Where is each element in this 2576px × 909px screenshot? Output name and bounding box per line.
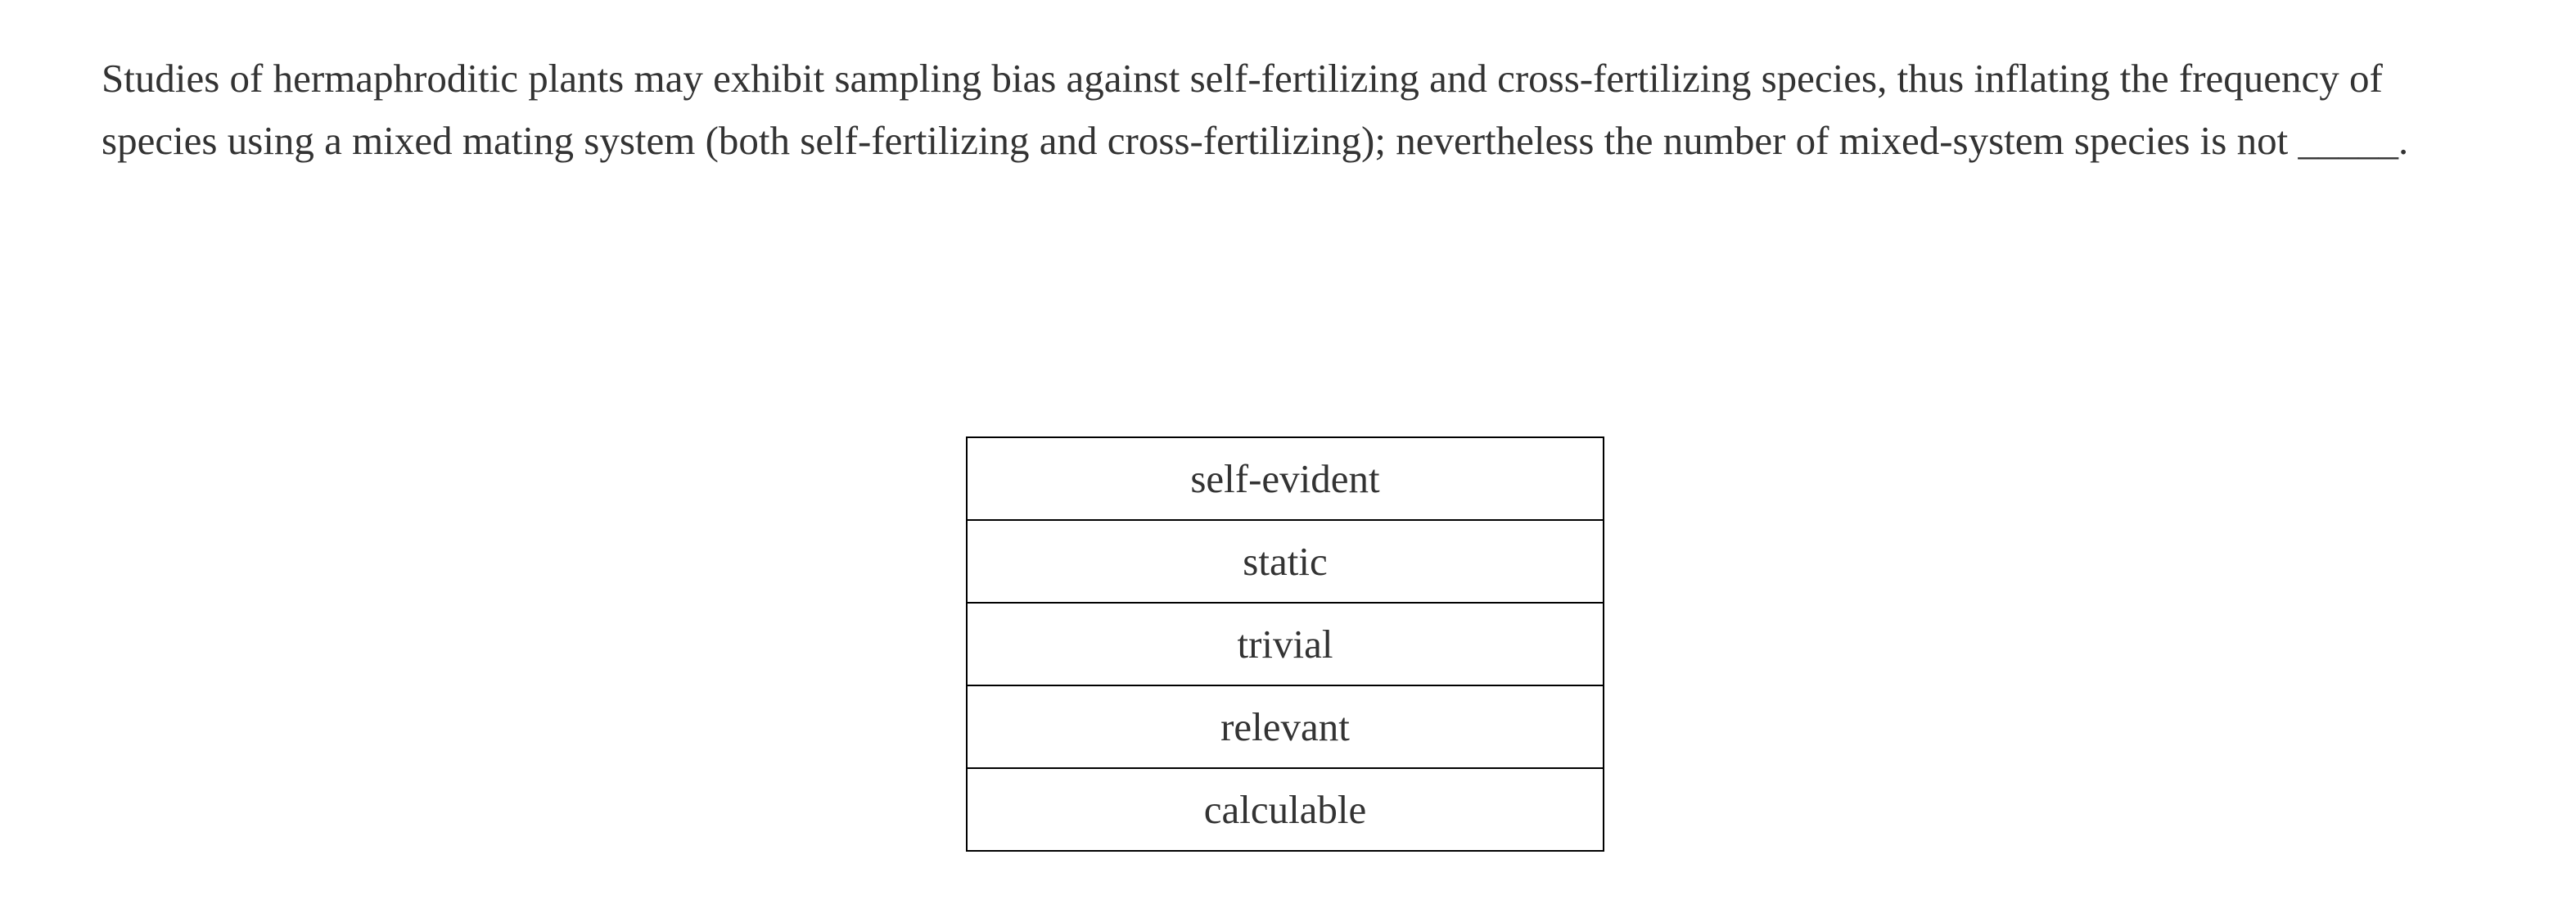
option-row[interactable] bbox=[967, 520, 1604, 603]
option-row[interactable] bbox=[967, 768, 1604, 851]
option-row[interactable] bbox=[967, 603, 1604, 685]
option-trivial[interactable]: trivial bbox=[967, 603, 1604, 685]
question-text: Studies of hermaphroditic plants may exhibit sampling bias against self-fertilizing and cross-fertilizing species, thus inflating the frequency of species using a mixed mating system (both self-fertilizing and cross-fertilizing); nevertheless the number of mixed-system species is not _____. bbox=[102, 56, 2409, 163]
option-static[interactable]: static bbox=[967, 520, 1604, 603]
option-row[interactable] bbox=[967, 437, 1604, 520]
option-row[interactable] bbox=[967, 685, 1604, 768]
answer-options-table bbox=[966, 436, 1604, 852]
option-calculable[interactable]: calculable bbox=[967, 768, 1604, 851]
option-self-evident[interactable]: self-evident bbox=[967, 437, 1604, 520]
option-relevant[interactable]: relevant bbox=[967, 685, 1604, 768]
